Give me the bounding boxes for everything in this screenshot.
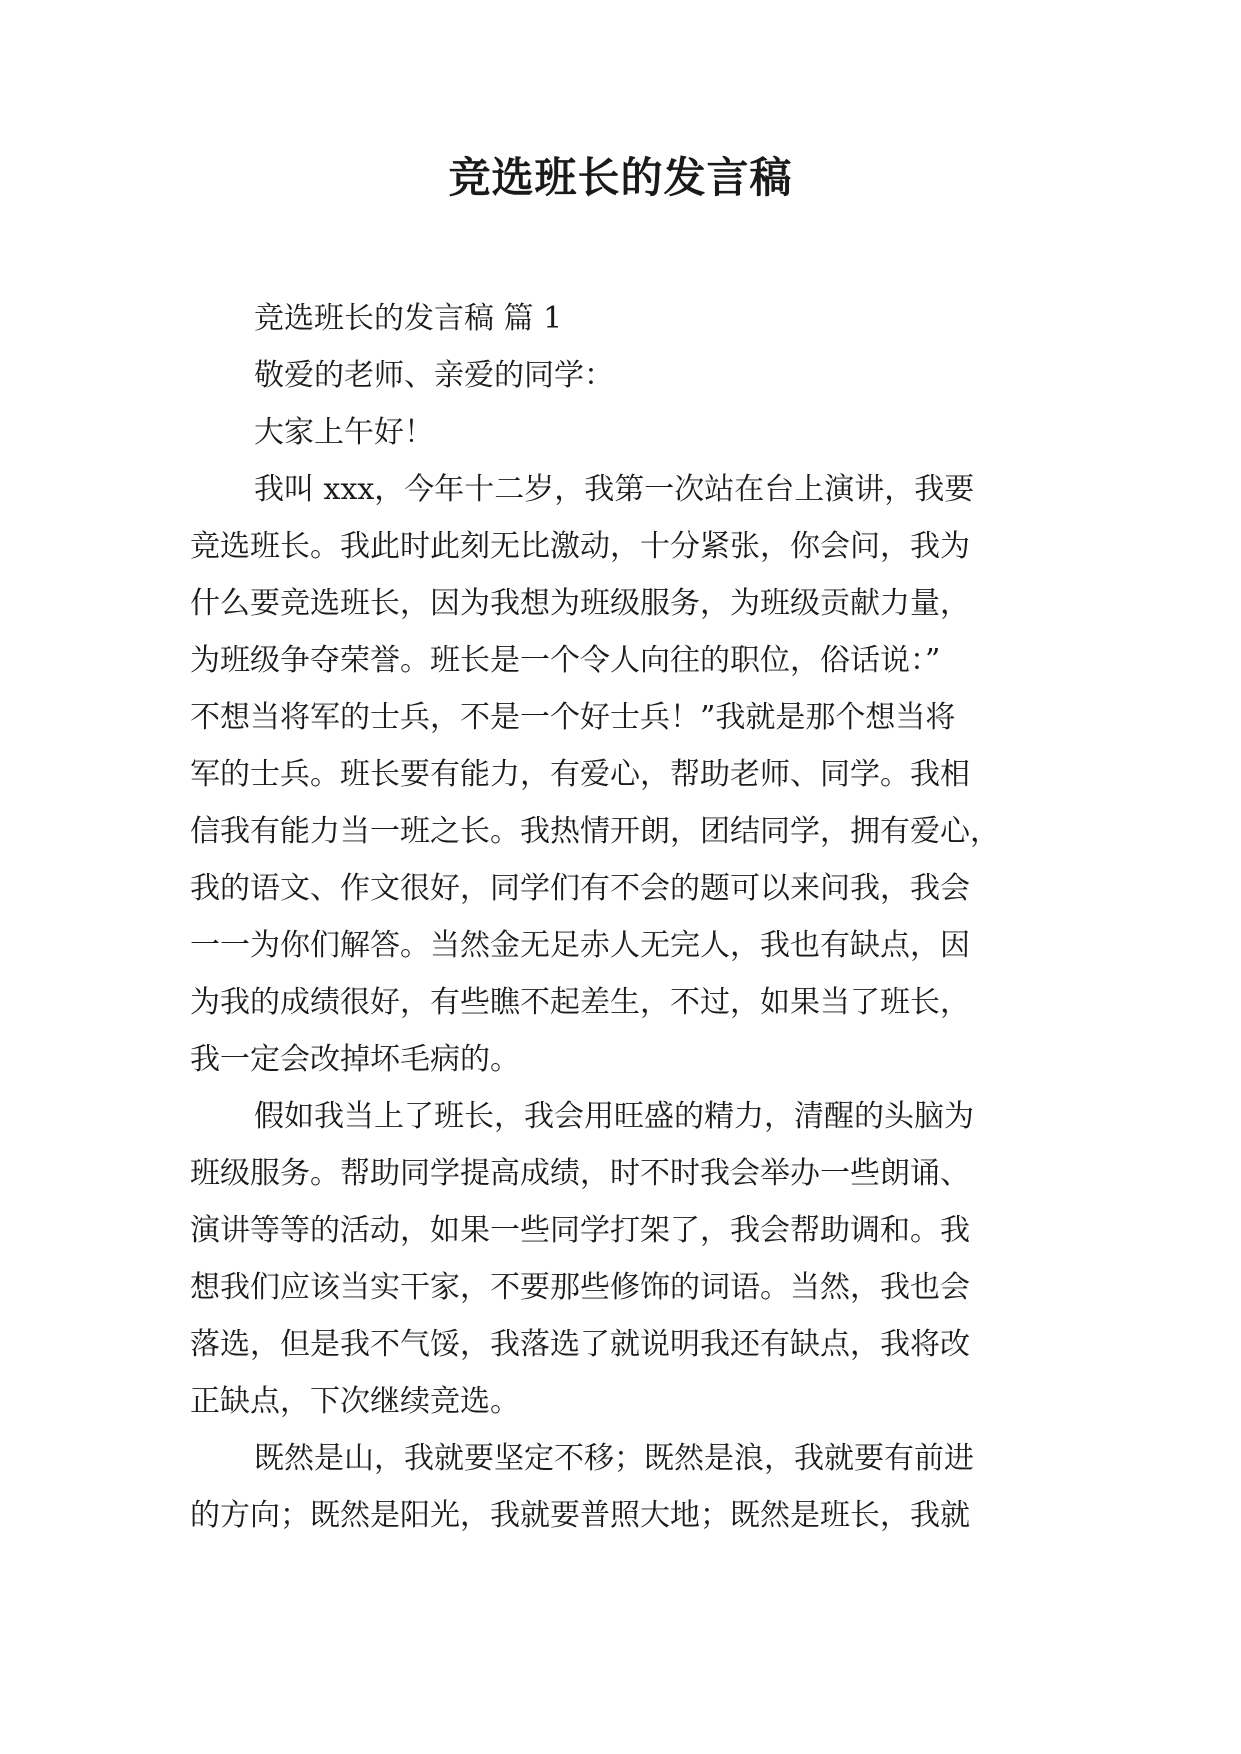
document-body [190,290,1070,1544]
paragraph-line: 我一定会改掉坏毛病的。 [190,1042,520,1077]
paragraph-line: 我叫 xxx，今年十二岁，我第一次站在台上演讲，我要 [254,472,975,507]
paragraph-line: 为班级争夺荣誉。班长是一个令人向往的职位，俗话说：” [190,643,941,678]
paragraph-line: 一一为你们解答。当然金无足赤人无完人，我也有缺点，因 [190,928,970,963]
paragraph-line: 既然是山，我就要坚定不移；既然是浪，我就要有前进 [254,1441,974,1476]
paragraph-line: 班级服务。帮助同学提高成绩，时不时我会举办一些朗诵、 [190,1156,970,1191]
paragraph-line: 为我的成绩很好，有些瞧不起差生，不过，如果当了班长， [190,985,970,1020]
paragraph-line: 不想当将军的士兵，不是一个好士兵！”我就是那个想当将 [190,700,956,735]
paragraph-line: 想我们应该当实干家，不要那些修饰的词语。当然，我也会 [190,1270,970,1305]
paragraph-line: 的方向；既然是阳光，我就要普照大地；既然是班长，我就 [190,1498,970,1533]
paragraph-1 [190,461,1070,1088]
paragraph-line: 信我有能力当一班之长。我热情开朗，团结同学，拥有爱心， [190,814,1000,849]
paragraph-2 [190,1088,1070,1430]
paragraph-line: 竞选班长。我此时此刻无比激动，十分紧张，你会问，我为 [190,529,970,564]
paragraph-line: 演讲等等的活动，如果一些同学打架了，我会帮助调和。我 [190,1213,970,1248]
paragraph-line: 假如我当上了班长，我会用旺盛的精力，清醒的头脑为 [254,1099,974,1134]
greeting: 大家上午好！ [254,415,434,450]
paragraph-line: 我的语文、作文很好，同学们有不会的题可以来问我，我会 [190,871,970,906]
paragraph-line: 正缺点，下次继续竞选。 [190,1384,520,1419]
paragraph-line: 什么要竞选班长，因为我想为班级服务，为班级贡献力量， [190,586,970,621]
document-title: 竞选班长的发言稿 [448,153,793,202]
paragraph-line: 军的士兵。班长要有能力，有爱心，帮助老师、同学。我相 [190,757,970,792]
intro-block [190,290,1070,461]
paragraph-3 [190,1430,1070,1544]
paragraph-line: 落选，但是我不气馁，我落选了就说明我还有缺点，我将改 [190,1327,970,1362]
section-heading: 竞选班长的发言稿 篇 1 [254,301,563,336]
salutation: 敬爱的老师、亲爱的同学： [254,358,614,393]
